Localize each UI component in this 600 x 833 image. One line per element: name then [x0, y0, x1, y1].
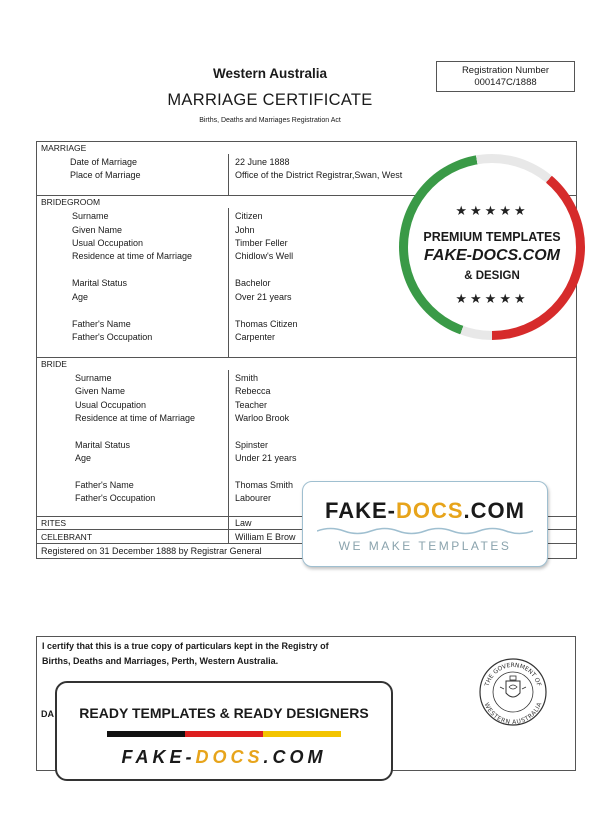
badge-line-premium: PREMIUM TEMPLATES [423, 230, 561, 244]
celebrant-label: CELEBRANT [41, 532, 93, 542]
badge-stars-bottom: ★★★★★ [455, 291, 529, 306]
celebrant-value: William E Brow [235, 532, 296, 542]
bridegroom-label-residence: Residence at time of Marriage [72, 251, 193, 261]
bride-label-fathers-occupation: Father's Occupation [75, 493, 156, 503]
certification-line-1: I certify that this is a true copy of particulars kept in the Registry of [42, 641, 329, 651]
bride-value-fathers-name: Thomas Smith [235, 480, 294, 490]
watermark-wave-line [317, 526, 533, 536]
bride-value-fathers-occupation: Labourer [235, 493, 272, 503]
bridegroom-label-fathers-name: Father's Name [72, 319, 131, 329]
badge-line-design: & DESIGN [464, 270, 520, 282]
marriage-heading: MARRIAGE [41, 143, 87, 153]
banner-flag-black [107, 731, 185, 737]
bridegroom-heading: BRIDEGROOM [41, 197, 101, 207]
bride-value-occupation: Teacher [235, 400, 268, 410]
bride-label-fathers-name: Father's Name [75, 480, 134, 490]
badge-stars-top: ★★★★★ [455, 203, 529, 218]
bridegroom-value-occupation: Timber Feller [235, 238, 288, 248]
bridegroom-label-occupation: Usual Occupation [72, 238, 144, 248]
bridegroom-value-marital-status: Bachelor [235, 278, 271, 288]
bride-heading: BRIDE [41, 359, 67, 369]
rites-value: Law [235, 518, 252, 528]
banner-brand-c: .COM [263, 747, 327, 767]
ready-templates-banner [55, 681, 393, 781]
registered-text: Registered on 31 December 1888 by Registrar General [41, 546, 262, 556]
registration-number-label: Registration Number [461, 65, 550, 76]
government-seal-icon [478, 657, 548, 727]
bride-value-surname: Smith [235, 373, 259, 383]
bride-label-surname: Surname [75, 373, 112, 383]
certificate-title: MARRIAGE CERTIFICATE [167, 91, 373, 109]
bride-value-marital-status: Spinster [235, 440, 269, 450]
registration-act: Births, Deaths and Marriages Registration Act [199, 117, 341, 124]
marriage-value-place: Office of the District Registrar,Swan, West [235, 170, 403, 180]
badge-line-brand: FAKE-DOCS.COM [424, 247, 560, 264]
watermark-brand [303, 498, 547, 524]
bridegroom-label-age: Age [72, 292, 89, 302]
bride-label-residence: Residence at time of Marriage [75, 413, 196, 423]
bride-label-age: Age [75, 453, 92, 463]
banner-brand-b: DOCS [195, 747, 264, 767]
bridegroom-value-surname: Citizen [235, 211, 263, 221]
bride-value-residence: Warloo Brook [235, 413, 290, 423]
premium-badge-inner [408, 163, 576, 331]
banner-title: READY TEMPLATES & READY DESIGNERS [79, 705, 369, 721]
marriage-value-date: 22 June 1888 [235, 157, 290, 167]
rites-label: RITES [41, 518, 67, 528]
banner-brand [57, 747, 391, 768]
watermark-box [302, 481, 548, 567]
bride-label-occupation: Usual Occupation [75, 400, 147, 410]
certification-line-2: Births, Deaths and Marriages, Perth, Western Australia. [42, 656, 279, 666]
watermark-brand-b: DOCS [395, 498, 464, 523]
svg-text:WESTERN AUSTRALIA [483, 701, 544, 726]
marriage-label-date: Date of Marriage [70, 157, 138, 167]
watermark-brand-a: FAKE- [324, 498, 396, 523]
watermark-brand-c: .COM [463, 498, 525, 523]
registration-number-box [436, 61, 575, 92]
bridegroom-value-fathers-name: Thomas Citizen [235, 319, 298, 329]
banner-flag-yellow [263, 731, 341, 737]
banner-flag-red [185, 731, 263, 737]
watermark-tagline: WE MAKE TEMPLATES [338, 539, 512, 553]
bridegroom-label-marital-status: Marital Status [72, 278, 128, 288]
premium-badge [399, 154, 585, 340]
seal-text-top: THE GOVERNMENT OF [483, 661, 543, 688]
bridegroom-value-given-name: John [235, 225, 255, 235]
banner-brand-a: FAKE- [121, 747, 196, 767]
bridegroom-value-age: Over 21 years [235, 292, 292, 302]
bridegroom-label-surname: Surname [72, 211, 109, 221]
seal-text-bottom: WESTERN AUSTRALIA [482, 701, 544, 727]
bride-value-given-name: Rebecca [235, 386, 271, 396]
bride-label-marital-status: Marital Status [75, 440, 131, 450]
bride-label-given-name: Given Name [75, 386, 126, 396]
registration-number-value: 000147C/1888 [474, 77, 537, 88]
bride-value-age: Under 21 years [235, 453, 297, 463]
bridegroom-label-fathers-occupation: Father's Occupation [72, 332, 153, 342]
bridegroom-value-residence: Chidlow's Well [235, 251, 294, 261]
state-name: Western Australia [212, 66, 328, 81]
bridegroom-value-fathers-occupation: Carpenter [235, 332, 276, 342]
bridegroom-label-given-name: Given Name [72, 225, 123, 235]
marriage-label-place: Place of Marriage [70, 170, 141, 180]
certification-date-label: DA [41, 709, 54, 719]
